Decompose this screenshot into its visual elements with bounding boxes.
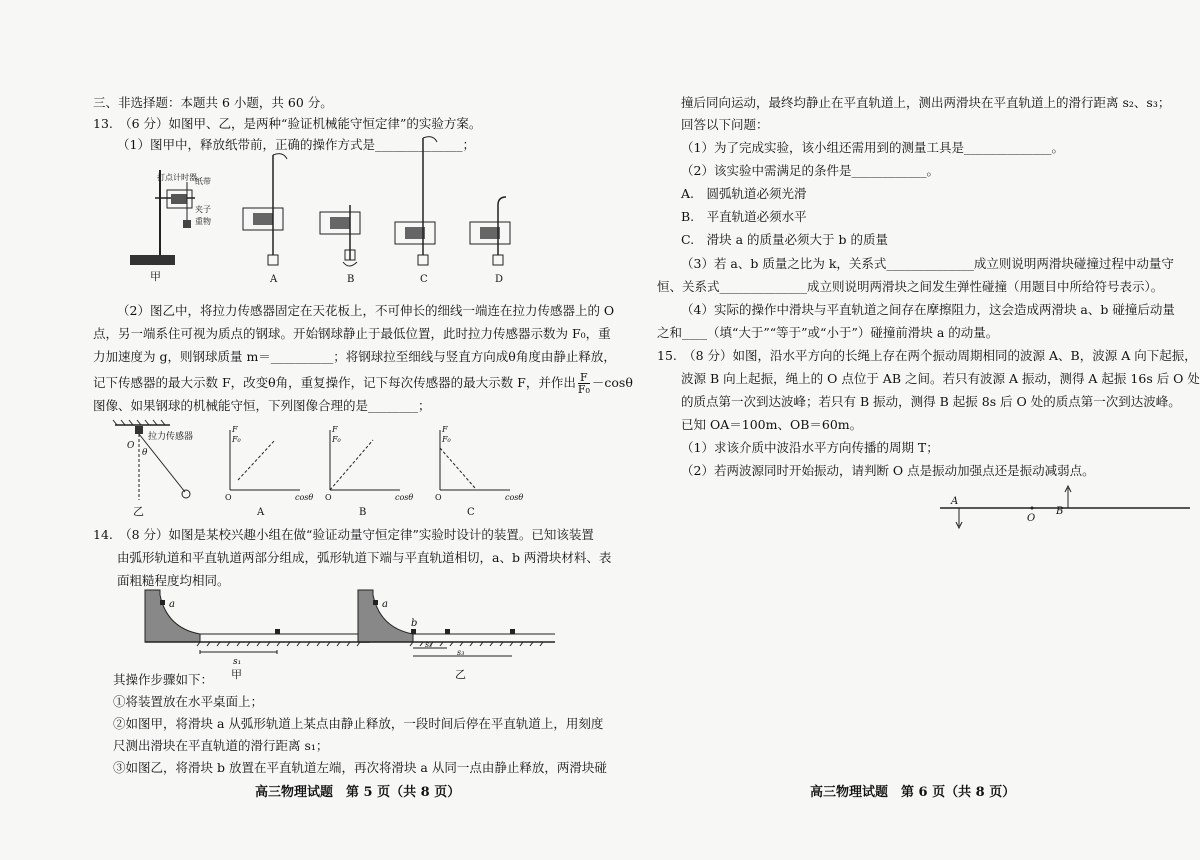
q13-part2-line4-suffix: －cosθ [591,375,633,390]
q14-sub3-line2: 恒、关系式______________成立则说明两滑块之间发生弹性碰撞（用题目中所给符号表示）。 [657,279,1164,294]
q14-sub4-line2: 之和____（填“大于”“等于”或“小于”）碰撞前滑块 a 的动量。 [657,325,999,340]
option-d-apparatus [470,197,510,285]
right-page-footer: 高三物理试题 第 6 页（共 8 页） [810,785,1016,800]
q13-part2-line4-text: 记下传感器的最大示数 F，改变θ角，重复操作，记下每次传感器的最大示数 F，并作出 [93,375,576,390]
theta-label: θ [142,448,148,458]
q13-part2-line3: 力加速度为 g，则钢球质量 m＝__________；将钢球拉至细线与竖直方向成θ角度由静止释放， [93,349,616,364]
q13-part2-line2: 点，另一端系住可视为质点的钢球。开始钢球静止于最低位置，此时拉力传感器示数为 F₀，重 [93,326,611,341]
q13-part2-line1: （2）图乙中，将拉力传感器固定在天花板上，不可伸长的细线一端连在拉力传感器上的 O [117,303,615,318]
q13-part2-line5: 图像、如果钢球的机械能守恒，下列图像合理的是________； [93,398,431,413]
block-b-label: b [411,618,418,629]
q14-line2: 由弧形轨道和平直轨道两部分组成，弧形轨道下端与平直轨道相切，a、b 两滑块材料、表 [117,550,612,565]
section-title: 三、非选择题：本题共 6 小题，共 60 分。 [93,95,333,110]
point-o-label: O [1027,513,1036,524]
graph-a-origin: O [225,493,232,502]
q14-line1: 14. （8 分）如图是某校兴趣小组在做“验证动量守恒定律”实验时设计的装置。已知该装置 [93,527,594,542]
graph-c [435,425,523,518]
fraction-numerator: F [580,371,588,384]
q13-stem: 13. （6 分）如图甲、乙，是两种“验证机械能守恒定律”的实验方案。 [93,116,482,131]
option-d-label: D [495,274,504,285]
graph-c-x-label: cosθ [505,493,524,502]
clip-label: 夹子 [195,205,211,214]
pendulum-figure [113,420,193,518]
q14-sub3-line1: （3）若 a、b 质量之比为 k，关系式______________成立则说明两滑块碰撞过程中动量守 [681,256,1174,271]
fig-jia-label: 甲 [150,270,161,283]
q14-step2-line2: 尺测出滑块在平直轨道的滑行距离 s₁； [113,738,329,753]
fig-yi-label: 乙 [133,505,144,518]
graph-c-y-num: F [442,425,448,434]
graph-b-option: B [359,507,367,518]
block-a-label-jia: a [169,599,175,610]
q14-option-c: C. 滑块 a 的质量必须大于 b 的质量 [681,232,888,247]
graph-b-x-label: cosθ [395,493,414,502]
s3-label: s₃ [457,648,465,657]
block-a-label-yi: a [382,599,388,610]
q15-sub1: （1）求该介质中波沿水平方向传播的周期 T； [681,440,939,455]
right-page [600,0,1200,860]
graph-c-option: C [467,507,475,518]
s1-label: s₁ [233,657,242,667]
q15-line2: 波源 B 向上起振，绳上的 O 点位于 AB 之间。若只有波源 A 振动，测得 A 起振 16s 后 O 处 [681,371,1200,386]
graph-a-x-label: cosθ [295,493,314,502]
q13-part1: （1）图甲中，释放纸带前，正确的操作方式是______________； [117,137,475,152]
tape-label: 纸带 [195,177,211,186]
q15-line1: 15. （8 分）如图，沿水平方向的长绳上存在两个振动周期相同的波源 A、B，波源 A 向下起振， [657,348,1197,363]
graph-c-y-den: F₀ [442,435,451,444]
graph-a-y-num: F [232,425,238,434]
q14-sub2: （2）该实验中需满足的条件是____________。 [681,163,939,178]
graph-b [325,425,413,518]
graph-c-origin: O [435,493,442,502]
q15-sub2: （2）若两波源同时开始振动，请判断 O 点是振动加强点还是振动减弱点。 [681,463,1095,478]
q13-figure-yi-graphs [115,420,555,520]
graph-a-option: A [257,507,265,518]
q14-steps-title: 其操作步骤如下： [113,672,214,687]
track-figure-jia [145,590,370,681]
fraction-denominator: F₀ [577,383,590,396]
graph-a [225,425,313,518]
graph-b-origin: O [325,493,332,502]
track-yi-label: 乙 [455,668,466,681]
option-c-apparatus [395,137,437,285]
q14-option-b: B. 平直轨道必须水平 [681,209,807,224]
f-over-f0-fraction [578,372,590,395]
q14-cont-line2: 回答以下问题： [681,117,769,132]
q14-step3-line1: ③如图乙，将滑块 b 放置在平直轨道左端，再次将滑块 a 从同一点由静止释放，两滑块碰 [113,760,607,775]
q15-rope-figure [935,482,1200,532]
q13-figure-jia [125,150,525,290]
q14-sub1: （1）为了完成实验，该小组还需用到的测量工具是______________。 [681,140,1064,155]
q14-option-a: A. 圆弧轨道必须光滑 [681,186,807,201]
source-b-label: B [1056,506,1064,517]
option-b-label: B [347,274,355,285]
track-jia-label: 甲 [231,668,242,681]
option-a-label: A [270,274,278,285]
graph-b-y-den: F₀ [332,435,341,444]
q14-step2-line1: ②如图甲，将滑块 a 从弧形轨道上某点由静止释放，一段时间后停在平直轨道上，用刻度 [113,716,604,731]
graph-a-y-den: F₀ [232,435,241,444]
q15-line4: 已知 OA＝100m、OB＝60m。 [681,417,863,432]
source-a-label: A [951,496,959,507]
weight-label: 重物 [195,217,211,226]
option-a-apparatus [243,154,287,285]
q15-line3: 的质点第一次到达波峰；若只有 B 振动，测得 B 起振 8s 后 O 处的质点第一次到达波峰。 [681,394,1181,409]
graph-b-y-num: F [332,425,338,434]
option-c-label: C [420,274,428,285]
q14-cont-line1: 撞后同向运动，最终均静止在平直轨道上，测出两滑块在平直轨道上的滑行距离 s₂、s₃； [681,95,1171,110]
stand-apparatus [130,170,211,283]
q13-part2-line4 [93,372,633,395]
sensor-label: 拉力传感器 [148,432,194,442]
track-figure-yi [358,590,555,681]
timer-label: 打点计时器 [157,173,197,182]
point-o-label: O [127,441,135,451]
q14-sub4-line1: （4）实际的操作中滑块与平直轨道之间存在摩擦阻力，这会造成两滑块 a、b 碰撞后动量 [681,302,1175,317]
option-b-apparatus [320,205,360,285]
point-o-dot [1031,507,1034,510]
q14-track-figures [145,590,565,680]
s2-label: s₂ [425,640,433,649]
left-page-footer: 高三物理试题 第 5 页（共 8 页） [255,785,461,800]
q14-line3: 面粗糙程度均相同。 [117,573,230,588]
q14-step1: ①将装置放在水平桌面上； [113,694,264,709]
